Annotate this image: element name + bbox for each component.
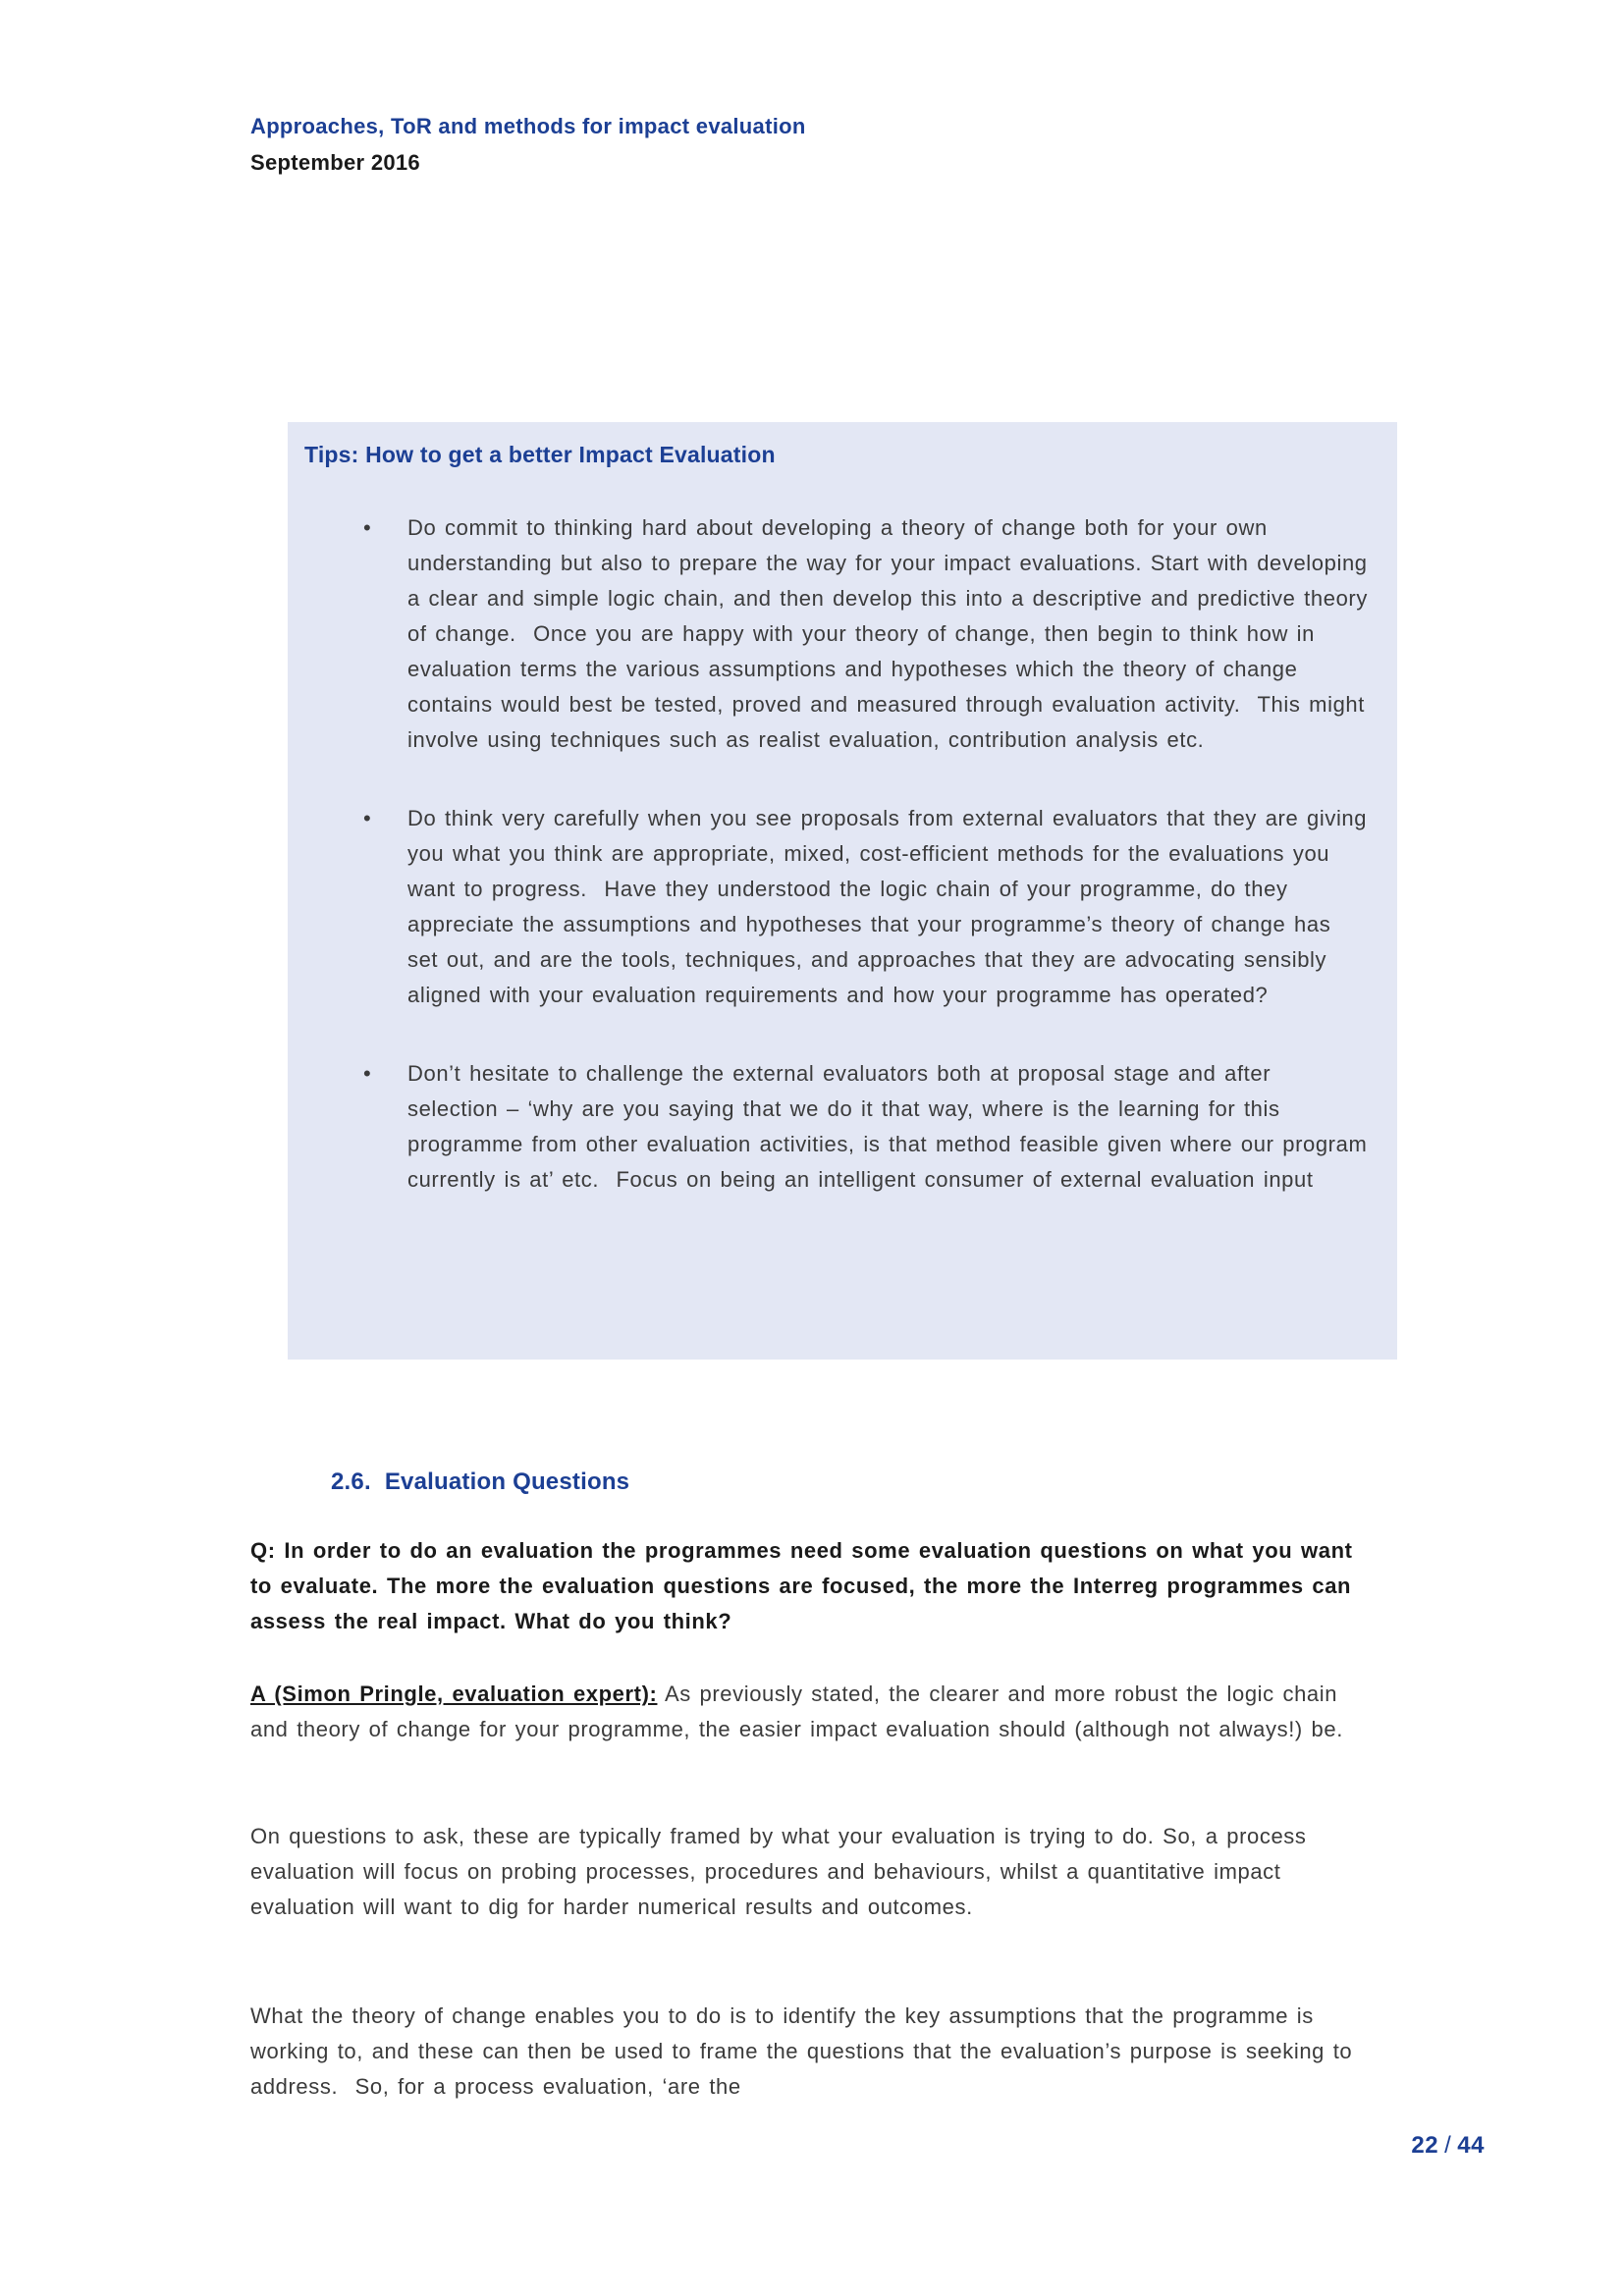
header-date: September 2016 — [250, 150, 420, 175]
section-title: Evaluation Questions — [384, 1468, 630, 1495]
tips-bullet-item — [288, 1056, 1377, 1198]
answer-intro-text: As previously stated, the clearer and more robust the logic chain and theory of change for your programme, the easier impact evaluation should (although not always!) be. — [250, 1682, 1346, 1741]
tips-bullet-list — [288, 510, 1397, 1198]
answer-paragraph — [250, 1677, 1378, 1747]
tips-bullet-text: Do commit to thinking hard about developing a theory of change both for your own understanding but also to prepare the way for your impact evaluations. Start with developing a clear and simple logic chain, and then develop this into a descriptive and predictive theory of change. Once you are happy with your theory of change, then begin to think how in evaluation terms the various assumptions and hypotheses which the theory of change contains would best be tested, proved and measured through evaluation activity. This might involve using techniques such as realist evaluation, contribution analysis etc. — [407, 515, 1377, 752]
tips-bullet-text: Don’t hesitate to challenge the external evaluators both at proposal stage and after selection – ‘why are you saying that we do it that way, where is the learning for this programme from other evaluation activities, is that method feasible given where our program currently is at’ etc. Focus on being an intelligent consumer of external evaluation input — [407, 1061, 1377, 1192]
bullet-dot-icon: • — [363, 515, 371, 540]
section-number: 2.6. — [331, 1468, 371, 1495]
bullet-dot-icon: • — [363, 806, 371, 830]
page-number-total: 44 — [1457, 2132, 1485, 2159]
page-number-separator: / — [1444, 2132, 1452, 2159]
tips-callout-box — [288, 422, 1397, 1360]
tips-box-title: Tips: How to get a better Impact Evaluation — [304, 442, 776, 467]
body-paragraph-questions-to-ask: On questions to ask, these are typically framed by what your evaluation is trying to do. So, a process evaluation will focus on probing processes, procedures and behaviours, whilst a quantitative impact evaluation will want to dig for harder numerical results and outcomes. — [250, 1824, 1316, 1919]
header-title: Approaches, ToR and methods for impact evaluation — [250, 114, 806, 138]
tips-bullet-item — [288, 801, 1376, 1013]
section-heading — [331, 1468, 629, 1496]
answer-label: A (Simon Pringle, evaluation expert): — [250, 1682, 658, 1706]
tips-bullet-item — [288, 510, 1377, 758]
body-paragraph-theory-of-change: What the theory of change enables you to do is to identify the key assumptions that the programme is working to, and these can then be used to frame the questions that the evaluation’s purpose is seeking to address. So, for a process evaluation, ‘are the — [250, 2003, 1361, 2099]
tips-bullet-text: Do think very carefully when you see proposals from external evaluators that they are giving you what you think are appropriate, mixed, cost-efficient methods for the evaluations you want to progress. Have they understood the logic chain of your programme, do they appreciate the assumptions and hypotheses that your programme’s theory of change has set out, and are the tools, techniques, and approaches that they are advocating sensibly aligned with your evaluation requirements and how your programme has operated? — [407, 806, 1376, 1007]
page-header — [250, 108, 806, 181]
question-paragraph: Q: In order to do an evaluation the programmes need some evaluation questions on what you want to evaluate. The more the evaluation questions are focused, the more the Interreg programmes can assess the real impact. What do you think? — [250, 1538, 1362, 1633]
bullet-dot-icon: • — [363, 1061, 371, 1086]
page-number-current: 22 — [1411, 2132, 1439, 2159]
page-number — [1411, 2132, 1485, 2160]
